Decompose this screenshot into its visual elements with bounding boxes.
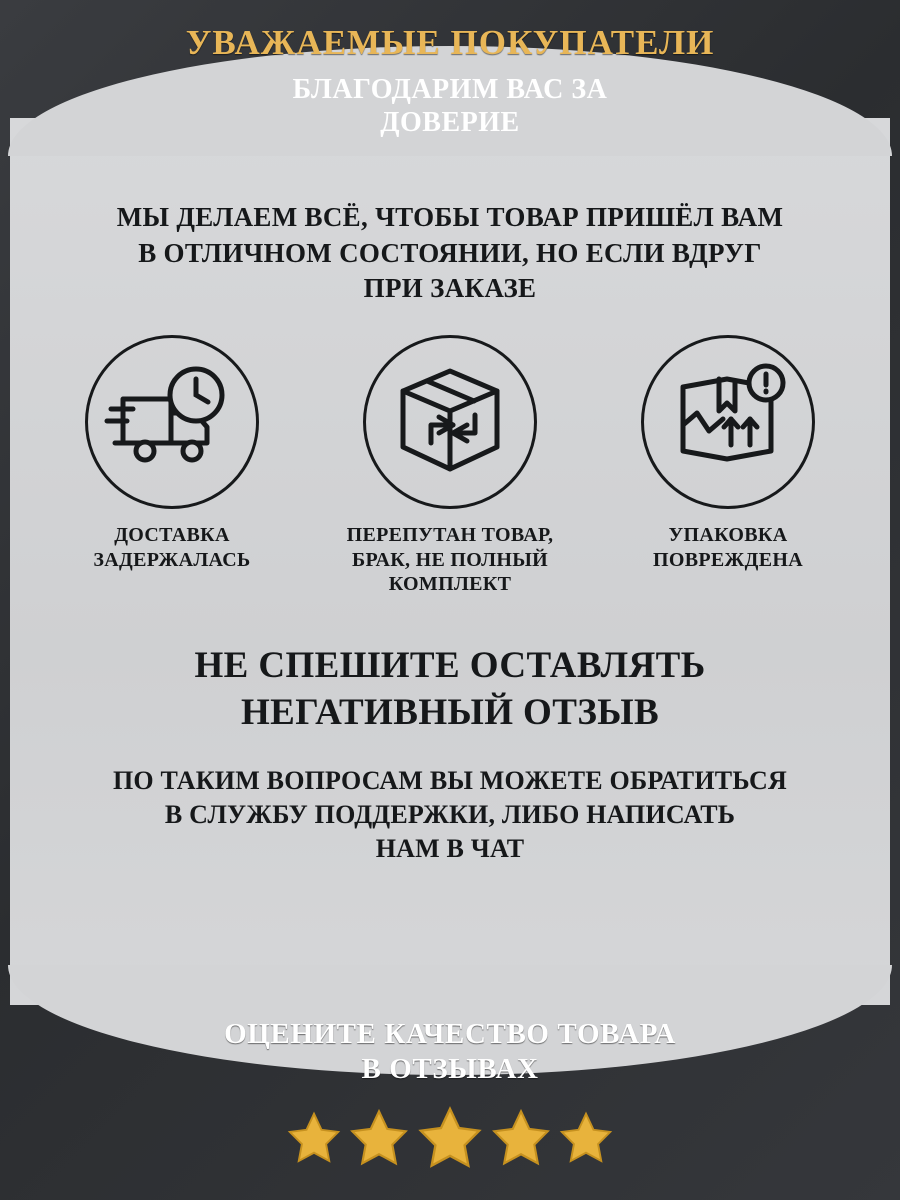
intro-line3: ПРИ ЗАКАЗЕ	[363, 273, 537, 304]
support-line3: НАМ В ЧАТ	[375, 834, 525, 864]
headline-text	[10, 643, 890, 736]
issue-item-delivery	[38, 335, 306, 573]
support-line1: ПО ТАКИМ ВОПРОСАМ ВЫ МОЖЕТЕ ОБРАТИТЬСЯ	[112, 765, 788, 795]
footer-title-line1: ОЦЕНИТЕ КАЧЕСТВО ТОВАРА	[224, 1018, 676, 1051]
header-subtitle-line1: БЛАГОДАРИМ ВАС ЗА	[292, 73, 608, 105]
support-text	[10, 764, 890, 867]
issues-row	[10, 335, 890, 597]
footer-title	[0, 1017, 900, 1087]
rating-stars	[0, 1103, 900, 1178]
intro-line1: МЫ ДЕЛАЕМ ВСЁ, ЧТОБЫ ТОВАР ПРИШЁЛ ВАМ	[116, 202, 784, 232]
star-icon	[489, 1106, 553, 1175]
intro-text	[10, 200, 890, 307]
issue-caption-wrong-goods-line1: ПЕРЕПУТАН ТОВАР,	[346, 523, 554, 546]
issue-caption-wrong-goods-line2: БРАК, НЕ ПОЛНЫЙ	[352, 548, 548, 571]
header-title: УВАЖАЕМЫЕ ПОКУПАТЕЛИ	[185, 23, 715, 62]
star-icon	[557, 1109, 615, 1172]
issue-caption-delivery-line2: ЗАДЕРЖАЛАСЬ	[93, 548, 251, 571]
box-return-arrows-icon	[363, 335, 537, 509]
footer-title-line2: В ОТЗЫВАХ	[361, 1053, 539, 1086]
star-icon	[285, 1109, 343, 1172]
delivery-truck-clock-icon	[85, 335, 259, 509]
intro-line2: В ОТЛИЧНОМ СОСТОЯНИИ, НО ЕСЛИ ВДРУГ	[138, 237, 762, 268]
issue-caption-wrong-goods	[347, 523, 554, 597]
issue-caption-delivery	[93, 523, 250, 573]
issue-caption-wrong-goods-line3: КОМПЛЕКТ	[388, 573, 512, 596]
star-icon	[415, 1103, 485, 1178]
headline-line1: НЕ СПЕШИТЕ ОСТАВЛЯТЬ	[194, 645, 706, 687]
issue-item-damaged-package	[594, 335, 862, 573]
headline-line2: НЕГАТИВНЫЙ ОТЗЫВ	[240, 691, 660, 733]
damaged-package-icon	[641, 335, 815, 509]
issue-caption-damaged-package-line1: УПАКОВКА	[668, 523, 788, 546]
issue-caption-damaged-package	[653, 523, 803, 573]
issue-caption-delivery-line1: ДОСТАВКА	[114, 523, 230, 546]
header-subtitle-line2: ДОВЕРИЕ	[380, 106, 520, 138]
poster-footer	[0, 1017, 900, 1200]
star-icon	[347, 1106, 411, 1175]
issue-caption-damaged-package-line2: ПОВРЕЖДЕНА	[653, 548, 803, 571]
poster-content	[10, 118, 890, 1005]
issue-item-wrong-goods	[316, 335, 584, 597]
support-line2: В СЛУЖБУ ПОДДЕРЖКИ, ЛИБО НАПИСАТЬ	[164, 800, 736, 830]
